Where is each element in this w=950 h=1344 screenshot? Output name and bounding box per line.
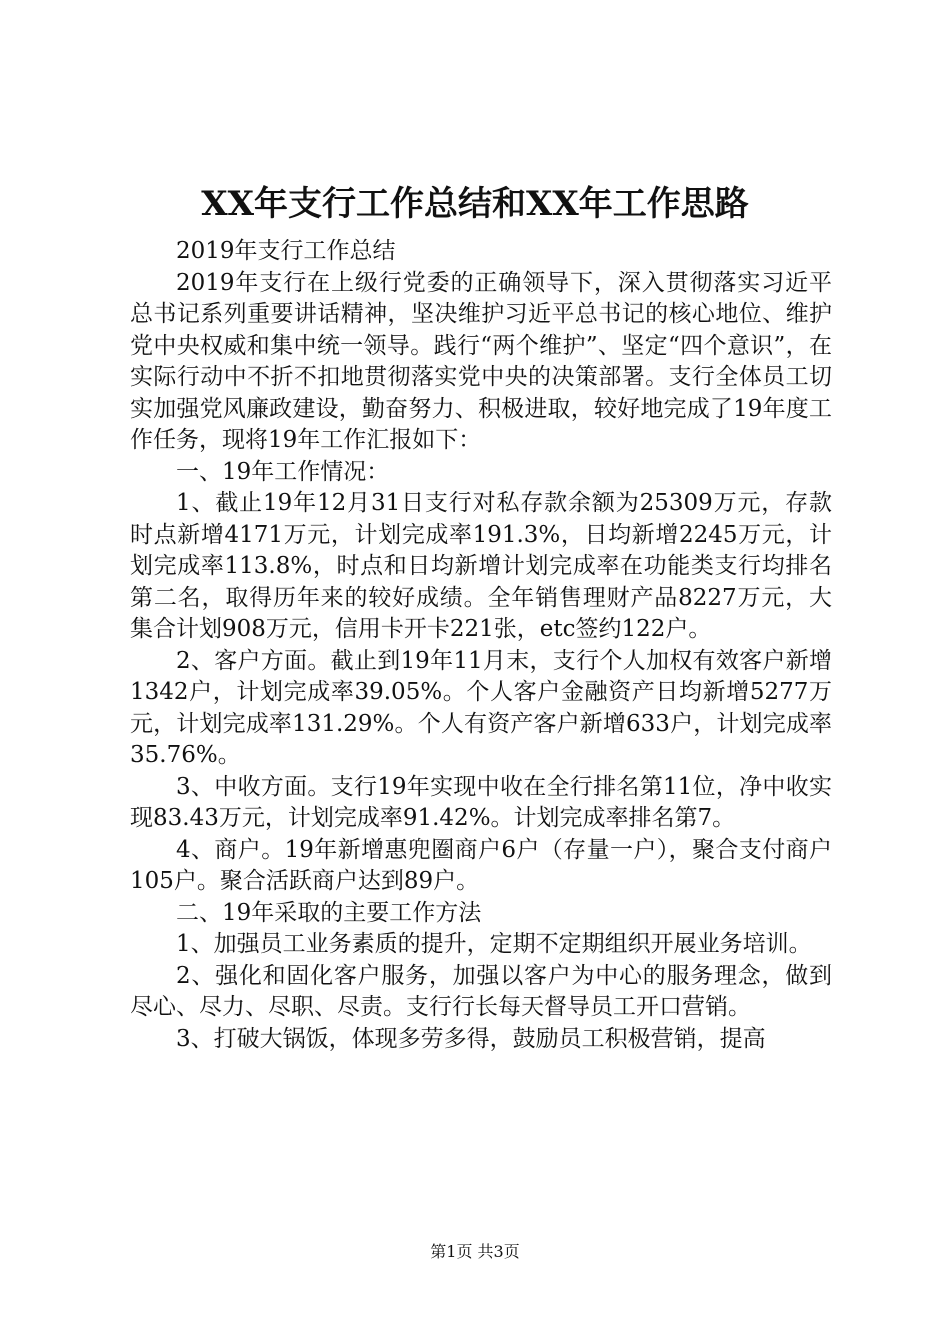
paragraph-deposits: 1、截止19年12月31日支行对私存款余额为25309万元，存款时点新增4171万元，计划完成率191.3%，日均新增2245万元，计划完成率113.8%，时点和日均新增计划完成率在功能类支行均排名第二名，取得历年来的较好成绩。全年销售理财产品8227万元，大集合计划908万元，信用卡开卡221张，etc签约122户。 — [130, 490, 832, 642]
paragraph-intro: 2019年支行在上级行党委的正确领导下，深入贯彻落实习近平总书记系列重要讲话精神，坚决维护习近平总书记的核心地位、维护党中央权威和集中统一领导。践行“两个维护”、坚定“四个意识”，在实际行动中不折不扣地贯彻落实党中央的决策部署。支行全体员工切实加强党风廉政建设，勤奋努力、积极进取，较好地完成了19年度工作任务，现将19年工作汇报如下： — [130, 269, 832, 453]
paragraph-customers: 2、客户方面。截止到19年11月末，支行个人加权有效客户新增1342户，计划完成率39.05%。个人客户金融资产日均新增5277万元，计划完成率131.29%。个人有资产客户新增633户，计划完成率35.76%。 — [130, 647, 832, 768]
page-indicator: 第1页 共3页 — [430, 1242, 520, 1261]
document-body — [130, 236, 832, 1055]
paragraph-heading-work-status: 一、19年工作情况： — [176, 458, 390, 485]
paragraph-method-service: 2、强化和固化客户服务，加强以客户为中心的服务理念，做到尽心、尽力、尽职、尽责。支行行长每天督导员工开口营销。 — [130, 962, 832, 1020]
paragraph-method-incentive: 3、打破大锅饭，体现多劳多得，鼓励员工积极营销，提高 — [176, 1025, 766, 1052]
paragraph-method-training: 1、加强员工业务素质的提升，定期不定期组织开展业务培训。 — [176, 931, 812, 957]
paragraph-merchants: 4、商户。19年新增惠兜圈商户6户（存量一户），聚合支付商户105户。聚合活跃商户达到89户。 — [130, 836, 832, 894]
paragraph-income: 3、中收方面。支行19年实现中收在全行排名第11位，净中收实现83.43万元，计划完成率91.42%。计划完成率排名第7。 — [130, 773, 832, 831]
document-title: XX年支行工作总结和XX年工作思路 — [201, 184, 749, 224]
paragraph-heading-methods: 二、19年采取的主要工作方法 — [176, 899, 482, 926]
paragraph-section-heading: 2019年支行工作总结 — [176, 238, 396, 264]
